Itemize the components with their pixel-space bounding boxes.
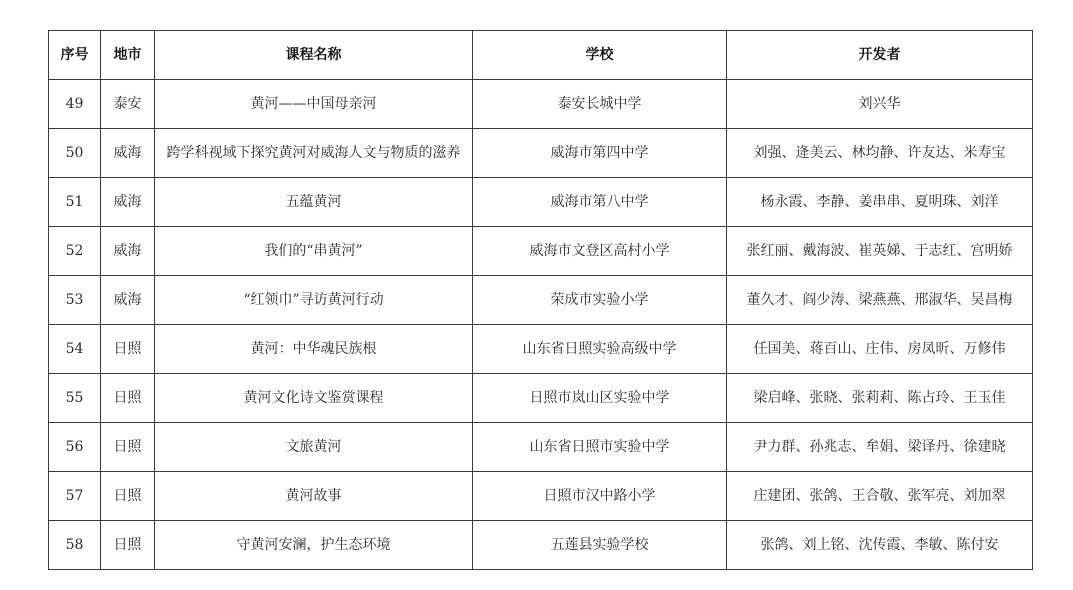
cell-city: 日照 — [101, 325, 155, 374]
table-row — [49, 227, 1033, 276]
cell-school: 威海市文登区高村小学 — [473, 227, 727, 276]
cell-school: 山东省日照实验高级中学 — [473, 325, 727, 374]
table-row — [49, 129, 1033, 178]
cell-seq: 49 — [49, 80, 101, 129]
course-table — [48, 30, 1033, 570]
cell-seq: 56 — [49, 423, 101, 472]
cell-developers: 张鸽、刘上铭、沈传霞、李敏、陈付安 — [727, 521, 1033, 570]
table-row — [49, 423, 1033, 472]
cell-seq: 50 — [49, 129, 101, 178]
cell-school: 山东省日照市实验中学 — [473, 423, 727, 472]
cell-school: 威海市第八中学 — [473, 178, 727, 227]
table-row — [49, 521, 1033, 570]
cell-seq: 57 — [49, 472, 101, 521]
cell-course: 五蕴黄河 — [155, 178, 473, 227]
table-header-row — [49, 31, 1033, 80]
header-developers: 开发者 — [727, 31, 1033, 80]
cell-course: “红领巾”寻访黄河行动 — [155, 276, 473, 325]
cell-seq: 51 — [49, 178, 101, 227]
cell-course: 黄河：中华魂民族根 — [155, 325, 473, 374]
header-course: 课程名称 — [155, 31, 473, 80]
table-row — [49, 80, 1033, 129]
cell-course: 守黄河安澜，护生态环境 — [155, 521, 473, 570]
cell-developers: 刘强、逄美云、林均静、许友达、米寿宝 — [727, 129, 1033, 178]
cell-school: 五莲县实验学校 — [473, 521, 727, 570]
cell-school: 威海市第四中学 — [473, 129, 727, 178]
cell-developers: 梁启峰、张晓、张莉莉、陈占玲、王玉佳 — [727, 374, 1033, 423]
cell-course: 文旅黄河 — [155, 423, 473, 472]
cell-city: 威海 — [101, 129, 155, 178]
cell-city: 日照 — [101, 374, 155, 423]
cell-course: 黄河——中国母亲河 — [155, 80, 473, 129]
cell-city: 威海 — [101, 276, 155, 325]
cell-school: 日照市岚山区实验中学 — [473, 374, 727, 423]
cell-city: 威海 — [101, 178, 155, 227]
cell-city: 日照 — [101, 423, 155, 472]
cell-developers: 张红丽、戴海波、崔英娣、于志红、宫明娇 — [727, 227, 1033, 276]
cell-developers: 杨永霞、李静、姜串串、夏明珠、刘洋 — [727, 178, 1033, 227]
cell-school: 泰安长城中学 — [473, 80, 727, 129]
table-row — [49, 325, 1033, 374]
cell-seq: 53 — [49, 276, 101, 325]
cell-developers: 董久才、阎少涛、梁燕燕、邢淑华、吴昌梅 — [727, 276, 1033, 325]
header-city: 地市 — [101, 31, 155, 80]
cell-seq: 52 — [49, 227, 101, 276]
cell-course: 我们的“串黄河” — [155, 227, 473, 276]
cell-city: 日照 — [101, 521, 155, 570]
cell-city: 泰安 — [101, 80, 155, 129]
cell-city: 威海 — [101, 227, 155, 276]
cell-developers: 尹力群、孙兆志、牟娟、梁译丹、徐建晓 — [727, 423, 1033, 472]
cell-seq: 54 — [49, 325, 101, 374]
cell-seq: 58 — [49, 521, 101, 570]
cell-city: 日照 — [101, 472, 155, 521]
table-row — [49, 276, 1033, 325]
cell-developers: 庄建团、张鸽、王合敬、张军亮、刘加翠 — [727, 472, 1033, 521]
table-row — [49, 472, 1033, 521]
cell-school: 荣成市实验小学 — [473, 276, 727, 325]
table-row — [49, 374, 1033, 423]
cell-course: 黄河故事 — [155, 472, 473, 521]
cell-school: 日照市汉中路小学 — [473, 472, 727, 521]
cell-developers: 任国美、蒋百山、庄伟、房凤昕、万修伟 — [727, 325, 1033, 374]
cell-course: 黄河文化诗文鉴赏课程 — [155, 374, 473, 423]
cell-seq: 55 — [49, 374, 101, 423]
header-seq: 序号 — [49, 31, 101, 80]
cell-course: 跨学科视域下探究黄河对威海人文与物质的滋养 — [155, 129, 473, 178]
cell-developers: 刘兴华 — [727, 80, 1033, 129]
table-row — [49, 178, 1033, 227]
header-school: 学校 — [473, 31, 727, 80]
